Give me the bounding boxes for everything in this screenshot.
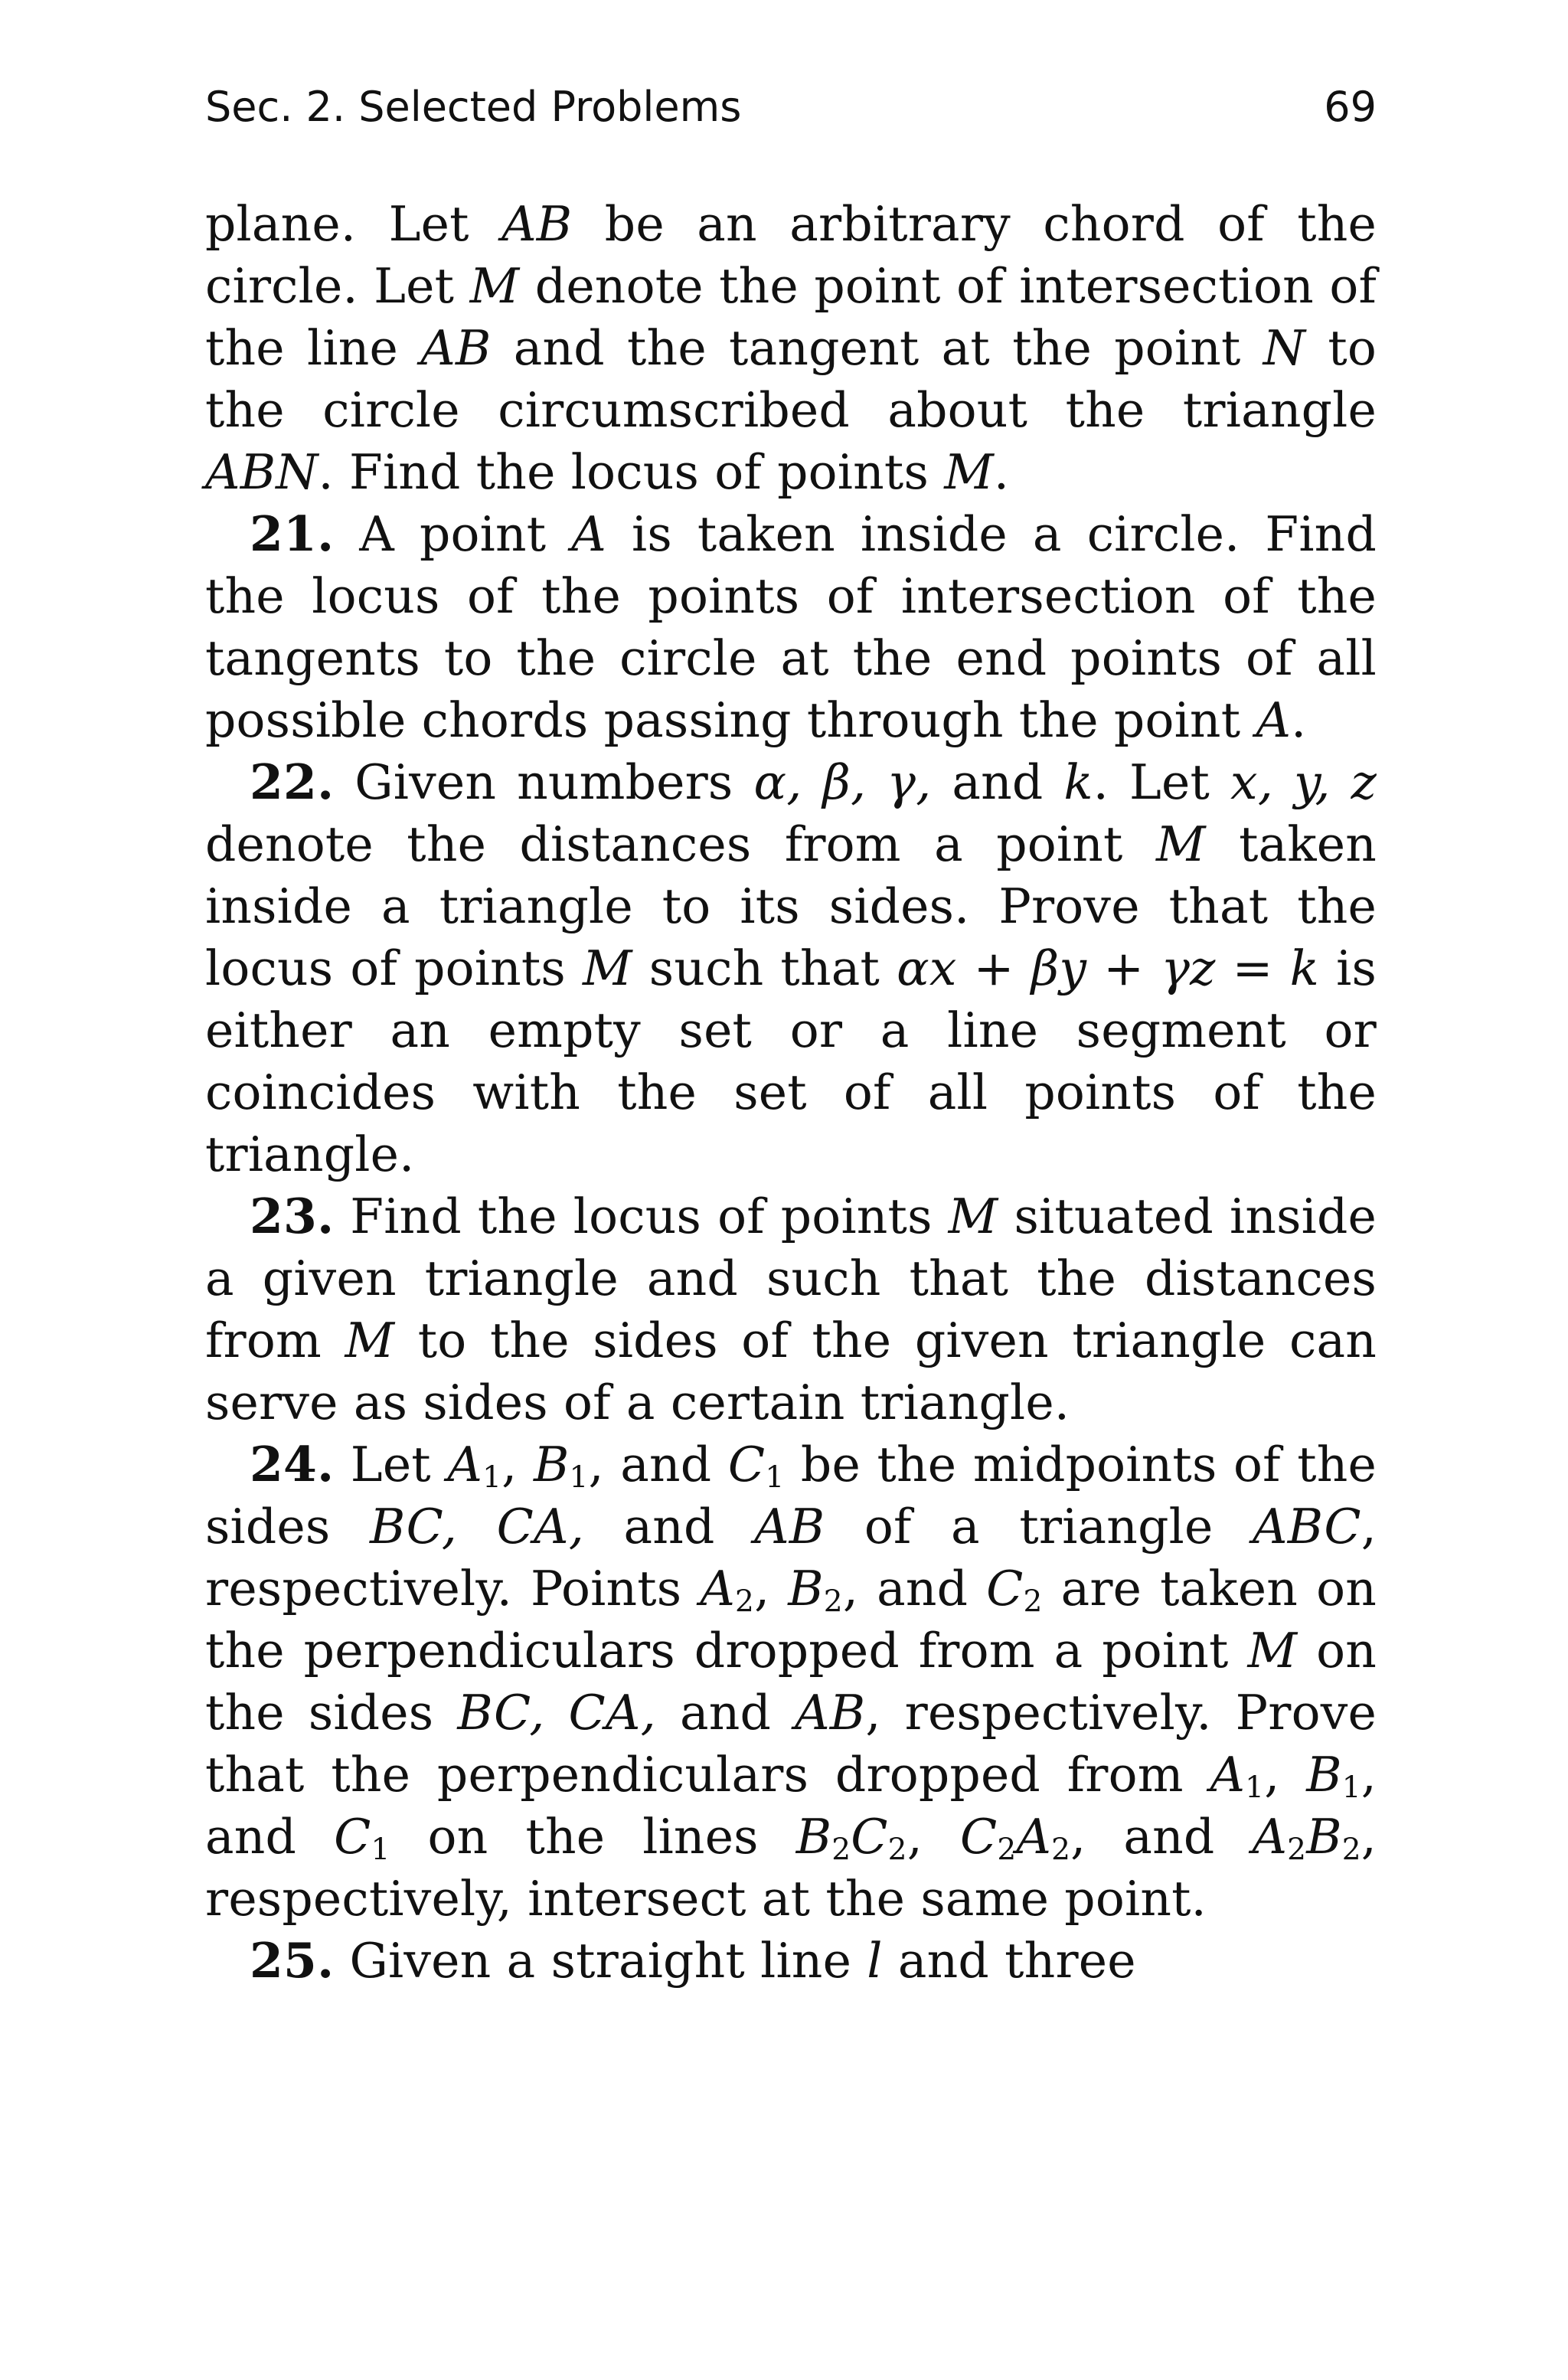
- text-run: Given a straight line: [334, 1933, 867, 1989]
- problem-number: 24.: [250, 1436, 335, 1492]
- text-run: M: [1155, 816, 1206, 872]
- text-run: ,: [754, 1561, 789, 1617]
- text-run: M: [345, 1313, 395, 1368]
- text-run: and: [931, 754, 1064, 810]
- text-run: Given numbers: [334, 754, 754, 810]
- text-run: be an arbitrary chord of the circle. Let: [205, 196, 1377, 314]
- text-run: M: [944, 444, 994, 500]
- text-run: .: [993, 444, 1010, 500]
- text-run: is either an empty set or a line segment or coincides with the set of all points of the triangle.: [205, 940, 1377, 1182]
- text-run: M: [582, 940, 632, 996]
- text-run: M: [1247, 1623, 1298, 1679]
- text-run: .: [1291, 692, 1307, 748]
- text-run: AB: [420, 320, 492, 376]
- text-run: 2: [831, 1832, 851, 1868]
- text-run: are taken on the perpendiculars dropped from a point: [205, 1561, 1377, 1679]
- text-run: 2: [1341, 1832, 1361, 1868]
- text-run: A: [447, 1437, 483, 1492]
- text-run: such that: [632, 940, 897, 996]
- text-run: , and: [842, 1561, 987, 1617]
- text-run: 2: [1051, 1832, 1071, 1868]
- text-run: l: [867, 1933, 883, 1989]
- text-run: 2: [823, 1584, 843, 1620]
- text-run: to the sides of the given triangle can serve as sides of a certain triangle.: [205, 1313, 1377, 1430]
- text-run: C: [986, 1561, 1024, 1617]
- problem-number: 21.: [250, 505, 335, 562]
- text-run: taken inside a triangle to its sides. Prove that the locus of points: [205, 816, 1377, 996]
- text-run: AB: [754, 1499, 825, 1555]
- text-run: C: [727, 1437, 766, 1492]
- text-run: B: [1306, 1809, 1342, 1865]
- text-run: ,: [501, 1437, 534, 1492]
- text-run: C: [851, 1809, 888, 1865]
- text-run: k: [1063, 754, 1093, 810]
- text-run: 1: [482, 1460, 502, 1496]
- problem-24: [205, 1434, 1377, 1930]
- text-run: BC, CA,: [369, 1499, 584, 1555]
- text-run: 2: [1287, 1832, 1307, 1868]
- problem-21: [205, 503, 1377, 751]
- text-run: on the lines: [390, 1809, 796, 1865]
- text-run: 1: [765, 1460, 785, 1496]
- text-run: 2: [997, 1832, 1017, 1868]
- text-run: denote the point of intersection of the line: [205, 258, 1377, 376]
- text-run: of a triangle: [825, 1499, 1253, 1555]
- problem-25: [205, 1930, 1377, 1992]
- problem-23: [205, 1185, 1377, 1434]
- text-run: M: [948, 1188, 998, 1244]
- text-run: and: [655, 1685, 795, 1741]
- text-run: BC, CA,: [457, 1685, 656, 1741]
- text-run: is taken inside a circle. Find the locus of the points of intersection of the tangents to the circle at the end points of all possible chords passing through the point: [205, 506, 1377, 748]
- problem-22: [205, 751, 1377, 1185]
- text-run: M: [469, 258, 520, 314]
- text-run: B: [795, 1809, 832, 1865]
- problem-number: 25.: [250, 1932, 335, 1989]
- text-run: AB: [795, 1685, 866, 1741]
- book-page: [205, 69, 1377, 2290]
- text-run: to the circle circumscribed about the triangle: [205, 320, 1377, 438]
- text-run: A: [571, 506, 606, 562]
- text-run: Let: [334, 1437, 448, 1492]
- text-run: , respectively. Prove that the perpendiculars dropped from: [205, 1685, 1377, 1803]
- text-run: C: [334, 1809, 371, 1865]
- text-run: C: [959, 1809, 998, 1865]
- problem-number: 22.: [250, 754, 335, 810]
- text-run: AB: [501, 196, 573, 252]
- section-title: Sec. 2. Selected Problems: [205, 83, 742, 131]
- problem-20-continuation: [205, 193, 1377, 503]
- text-run: ABN: [205, 444, 318, 500]
- text-run: B: [1306, 1747, 1342, 1803]
- text-run: 2: [735, 1584, 755, 1620]
- text-run: , and: [588, 1437, 728, 1492]
- text-run: N: [1263, 320, 1306, 376]
- text-run: A point: [334, 506, 572, 562]
- body-text: [205, 193, 1377, 1992]
- text-run: ,: [906, 1809, 960, 1865]
- text-run: ,: [1264, 1747, 1307, 1803]
- text-run: 2: [1023, 1584, 1043, 1620]
- text-run: A: [1256, 692, 1292, 748]
- text-run: B: [533, 1437, 570, 1492]
- text-run: 1: [371, 1832, 390, 1868]
- text-run: situated inside a given triangle and such that the distances from: [205, 1188, 1377, 1368]
- text-run: x, y, z: [1230, 754, 1377, 810]
- text-run: plane. Let: [205, 196, 502, 252]
- text-run: 2: [887, 1832, 907, 1868]
- text-run: A: [1016, 1809, 1052, 1865]
- text-run: Find the locus of points: [334, 1188, 949, 1244]
- text-run: 1: [1341, 1770, 1361, 1806]
- text-run: and: [583, 1499, 755, 1555]
- text-run: . Let: [1093, 754, 1231, 810]
- text-run: 1: [1245, 1770, 1265, 1806]
- text-run: B: [788, 1561, 824, 1617]
- text-run: α, β, γ,: [753, 754, 932, 810]
- problem-number: 23.: [250, 1188, 335, 1244]
- text-run: , and: [1070, 1809, 1253, 1865]
- text-run: A: [1210, 1747, 1246, 1803]
- text-run: on the sides: [205, 1623, 1377, 1741]
- text-run: A: [700, 1561, 736, 1617]
- text-run: , respectively, intersect at the same point.: [205, 1809, 1377, 1927]
- text-run: A: [1252, 1809, 1288, 1865]
- text-run: 1: [569, 1460, 589, 1496]
- text-run: be the midpoints of the sides: [205, 1437, 1377, 1555]
- page-number: 69: [1324, 83, 1377, 131]
- text-run: ABC: [1253, 1499, 1361, 1555]
- text-run: , and: [205, 1747, 1377, 1865]
- text-run: αx + βy + γz = k: [897, 940, 1320, 996]
- running-head: [205, 69, 1377, 145]
- text-run: and the tangent at the point: [491, 320, 1263, 376]
- text-run: and three: [882, 1933, 1136, 1989]
- text-run: . Find the locus of points: [318, 444, 945, 500]
- text-run: denote the distances from a point: [205, 816, 1156, 872]
- text-run: , respectively. Points: [205, 1499, 1377, 1617]
